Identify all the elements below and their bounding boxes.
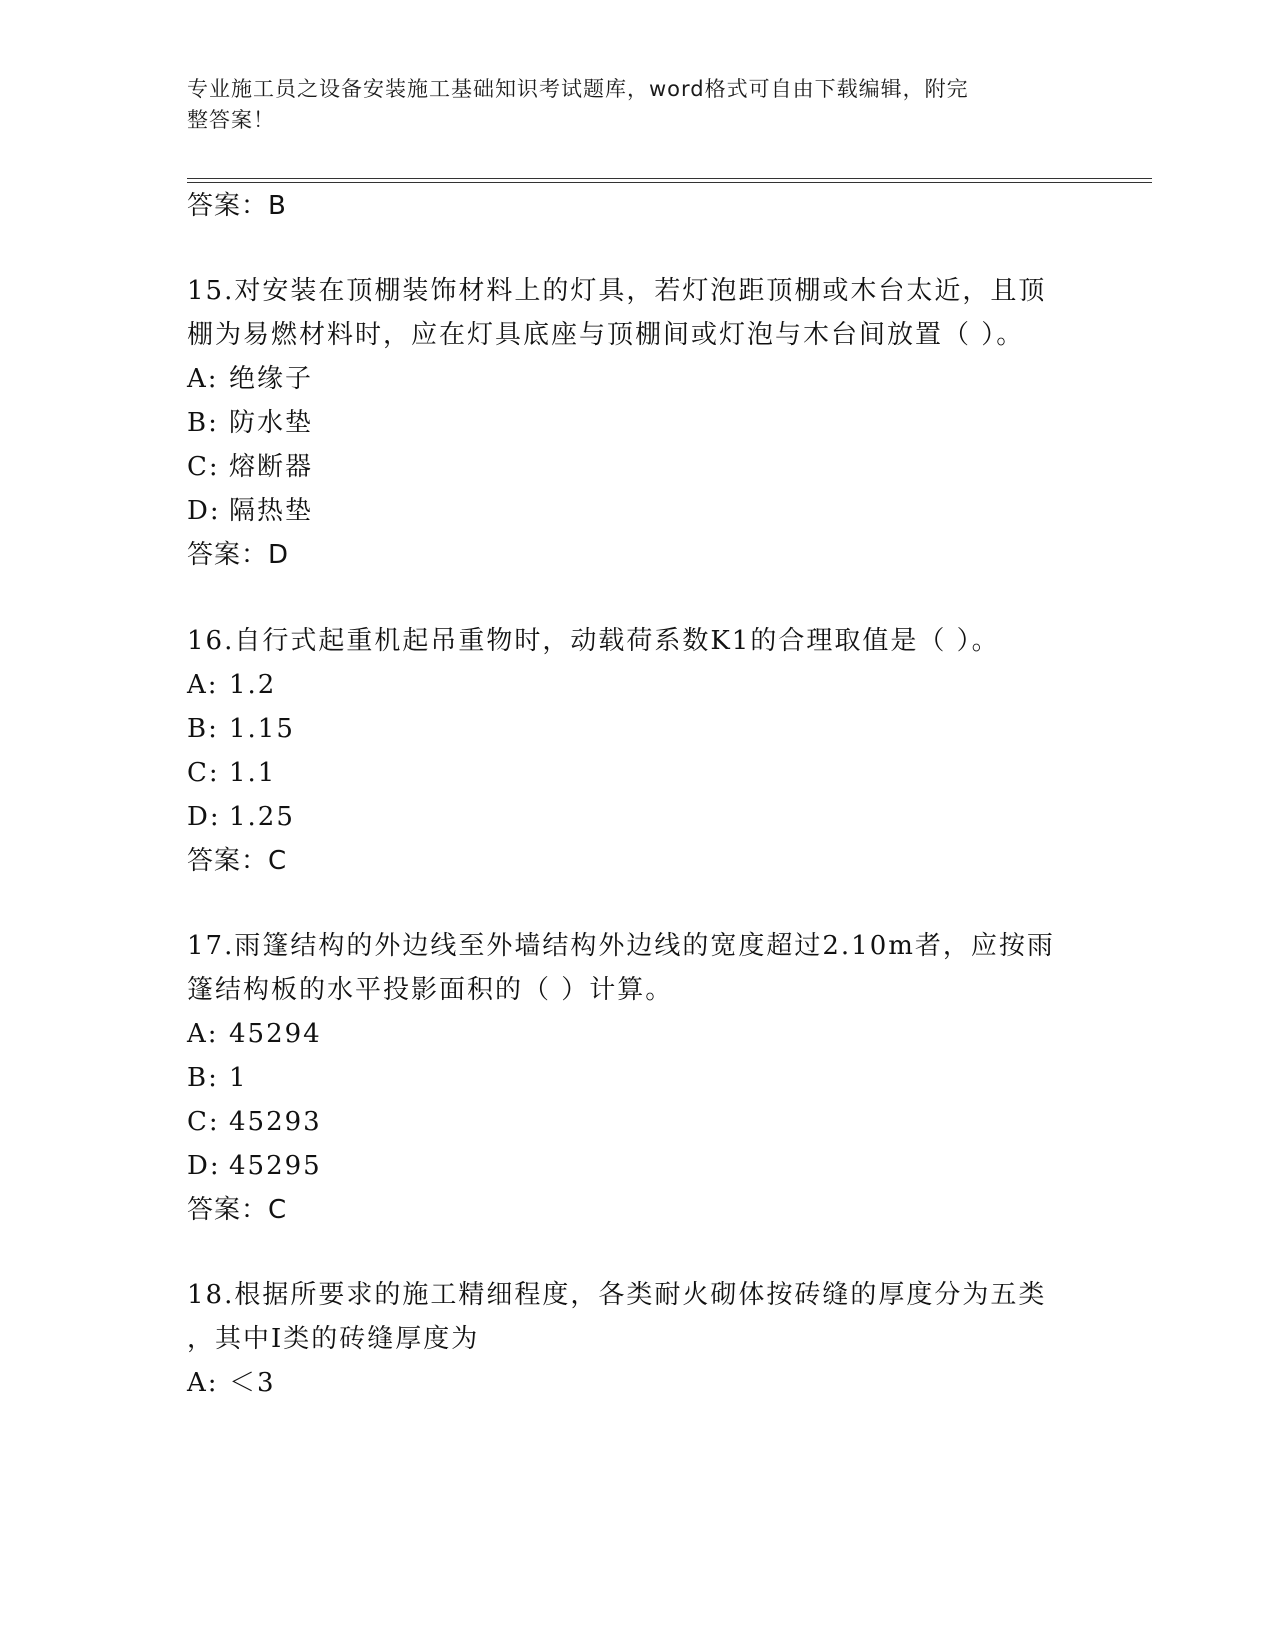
question-18-option-a bbox=[187, 1367, 276, 1399]
question-17-answer: 答案：C bbox=[187, 1195, 288, 1225]
option-text: 绝缘子 bbox=[229, 364, 314, 394]
header-line-1: 专业施工员之设备安装施工基础知识考试题库，word格式可自由下载编辑，附完 bbox=[187, 77, 969, 101]
option-text: 45293 bbox=[229, 1107, 322, 1137]
option-letter: B: bbox=[187, 1063, 219, 1093]
question-17-option-c bbox=[187, 1106, 322, 1138]
option-text: 45295 bbox=[229, 1151, 322, 1181]
question-18-stem-line-1: 18.根据所要求的施工精细程度，各类耐火砌体按砖缝的厚度分为五类 bbox=[187, 1280, 1047, 1310]
question-16-option-a bbox=[187, 669, 276, 701]
question-15-option-c bbox=[187, 451, 313, 483]
header-divider-top bbox=[187, 178, 1152, 179]
question-16-answer: 答案：C bbox=[187, 846, 288, 876]
question-15-option-a bbox=[187, 363, 313, 395]
option-text: 1.25 bbox=[229, 802, 295, 832]
option-text: 1 bbox=[229, 1063, 248, 1093]
question-17-stem-line-1: 17.雨篷结构的外边线至外墙结构外边线的宽度超过2.10m者，应按雨 bbox=[187, 931, 1055, 961]
question-15-option-b bbox=[187, 407, 313, 439]
option-letter: B: bbox=[187, 408, 219, 438]
option-text: 1.1 bbox=[229, 758, 277, 788]
option-text: 1.15 bbox=[229, 714, 295, 744]
document-header bbox=[187, 74, 1067, 136]
option-letter: A: bbox=[187, 1019, 219, 1049]
option-letter: D: bbox=[187, 802, 221, 832]
question-17-option-a bbox=[187, 1018, 322, 1050]
option-letter: B: bbox=[187, 714, 219, 744]
header-divider-bottom bbox=[187, 182, 1152, 183]
question-15-answer: 答案：D bbox=[187, 540, 290, 570]
option-text: 1.2 bbox=[229, 670, 277, 700]
option-letter: C: bbox=[187, 452, 220, 482]
question-18-stem-line-2: ，其中I类的砖缝厚度为 bbox=[187, 1324, 480, 1354]
question-15-stem-line-2: 棚为易燃材料时，应在灯具底座与顶棚间或灯泡与木台间放置（ ）。 bbox=[187, 320, 1025, 350]
option-letter: A: bbox=[187, 1368, 219, 1398]
option-text: 隔热垫 bbox=[229, 496, 314, 526]
option-text: 45294 bbox=[229, 1019, 322, 1049]
question-16-option-c bbox=[187, 757, 276, 789]
option-text: ＜3 bbox=[229, 1368, 276, 1398]
option-letter: C: bbox=[187, 758, 220, 788]
question-15-option-d bbox=[187, 495, 313, 527]
header-line-2: 整答案！ bbox=[187, 108, 275, 132]
option-letter: D: bbox=[187, 496, 221, 526]
question-16-option-b bbox=[187, 713, 295, 745]
question-17-option-d bbox=[187, 1150, 322, 1182]
option-letter: D: bbox=[187, 1151, 221, 1181]
answer-14: 答案：B bbox=[187, 191, 287, 221]
option-text: 防水垫 bbox=[229, 408, 314, 438]
option-text: 熔断器 bbox=[229, 452, 314, 482]
question-15-stem-line-1: 15.对安装在顶棚装饰材料上的灯具，若灯泡距顶棚或木台太近，且顶 bbox=[187, 276, 1047, 306]
question-16-option-d bbox=[187, 801, 295, 833]
question-17-stem-line-2: 篷结构板的水平投影面积的（ ）计算。 bbox=[187, 975, 674, 1005]
question-17-option-b bbox=[187, 1062, 248, 1094]
option-letter: A: bbox=[187, 670, 219, 700]
option-letter: A: bbox=[187, 364, 219, 394]
question-16-stem-line-1: 16.自行式起重机起吊重物时，动载荷系数K1的合理取值是（ ）。 bbox=[187, 626, 1000, 656]
option-letter: C: bbox=[187, 1107, 220, 1137]
